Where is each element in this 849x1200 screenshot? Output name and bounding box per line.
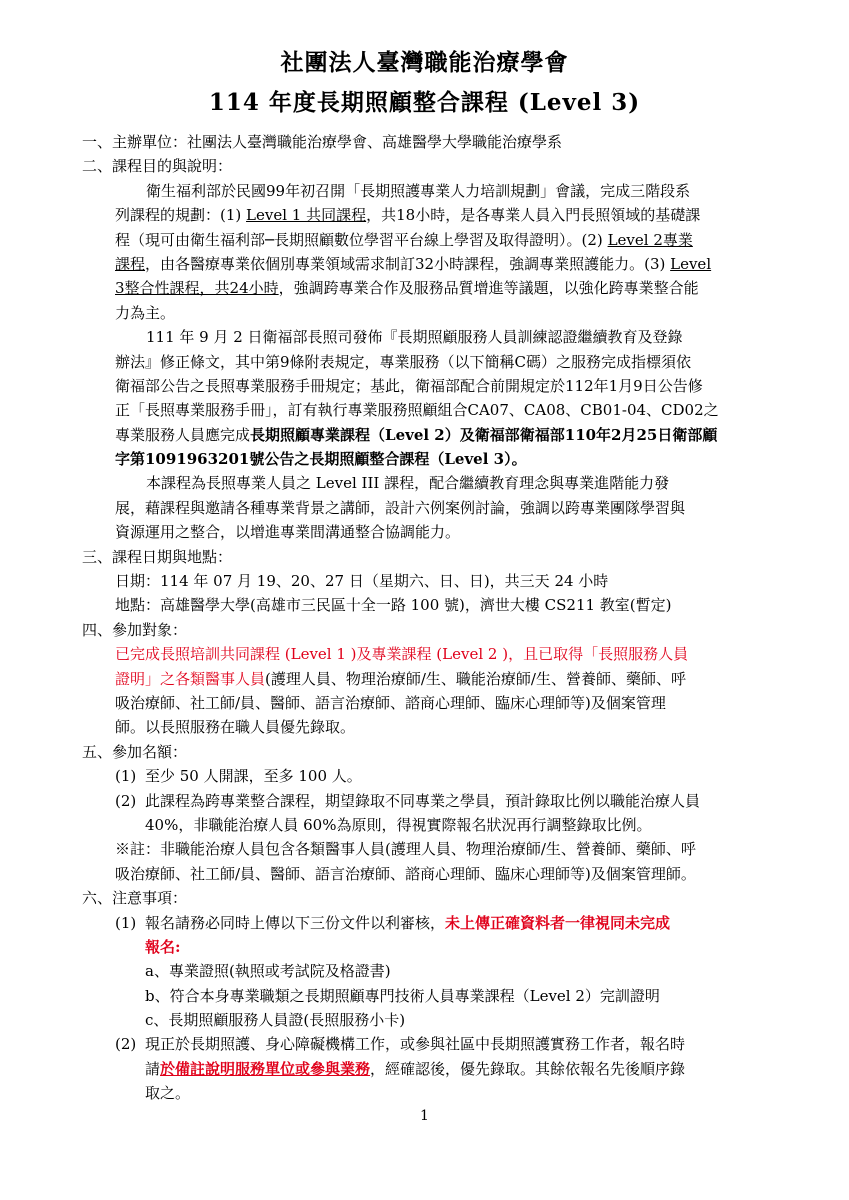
course-place: 地點：高雄醫學大學(高雄市三民區十全一路 100 號)，濟世大樓 CS211 教室(暫定) — [115, 596, 672, 615]
level3-underline: Level — [670, 254, 712, 273]
list-item: (2) 現正於長期照護、身心障礙機構工作，或參與社區中長期照護實務工作者，報名時 — [115, 1035, 686, 1054]
section-quota-heading: 五、參加名額： — [82, 742, 188, 761]
paragraph-line: 本課程為長照專業人員之 Level III 課程，配合繼續教育理念與專業進階能力發 — [146, 474, 670, 493]
list-item: (1) 至少 50 人開課，至多 100 人。 — [115, 767, 362, 786]
paragraph-line: 列課程的規劃：(1) Level 1 共同課程，共18小時，是各專業人員入門長照領域的基礎課 — [115, 206, 701, 225]
paragraph-line: 展，藉課程與邀請各種專業背景之講師，設計六例案例討論，強調以跨專業團隊學習與 — [115, 498, 686, 517]
section-date-heading: 三、課程日期與地點： — [82, 547, 233, 566]
paragraph-line: 40%，非職能治療人員 60%為原則，得視實際報名狀況再行調整錄取比例。 — [145, 815, 652, 834]
paragraph-line: 吸治療師、社工師/員、醫師、語言治療師、諮商心理師、臨床心理師等)及個案管理 — [115, 693, 666, 712]
course-date: 日期：114 年 07 月 19、20、27 日（星期六、日、日)，共三天 24 小時 — [115, 572, 609, 591]
paragraph-line: 力為主。 — [115, 303, 176, 322]
section-participants-heading: 四、參加對象： — [82, 620, 188, 639]
paragraph-line: 請於備註說明服務單位或參與業務，經確認後，優先錄取。其餘依報名先後順序錄 — [145, 1059, 686, 1078]
paragraph-line: 辦法』修正條文，其中第9條附表規定，專業服務（以下簡稱C碼）之服務完成指標須依 — [115, 352, 692, 371]
warning-text: 報名: — [145, 937, 181, 956]
paragraph-line: 證明」之各類醫事人員(護理人員、物理治療師/生、職能治療師/生、營養師、藥師、呼 — [115, 669, 686, 688]
document-body — [82, 130, 772, 1106]
paragraph-line: 正「長照專業服務手冊」，訂有執行專業服務照顧組合CA07、CA08、CB01-04、CD02之 — [115, 401, 719, 420]
bold-announcement: 衛福部衛福部110年2月25日衛部顧 — [474, 425, 718, 444]
section-purpose-heading: 二、課程目的與說明： — [82, 157, 233, 176]
paragraph-line: 資源運用之整合，以增進專業間溝通整合協調能力。 — [115, 523, 461, 542]
list-item: (1) 報名請務必同時上傳以下三份文件以利審核，未上傳正確資料者一律視同未完成 — [115, 913, 671, 932]
section-organizer — [82, 130, 772, 154]
document-item-b: b、符合本身專業職類之長期照顧專門技術人員專業課程（Level 2）完訓證明 — [145, 986, 660, 1005]
warning-text: 未上傳正確資料者一律視同未完成 — [445, 913, 671, 932]
bold-level3: 字第1091963201號公告之長期照顧整合課程（Level 3） — [115, 450, 512, 469]
list-item: (2) 此課程為跨專業整合課程，期望錄取不同專業之學員，預計錄取比例以職能治療人員 — [115, 791, 701, 810]
paragraph-line: 字第1091963201號公告之長期照顧整合課程（Level 3）。 — [115, 450, 527, 469]
note-line: 吸治療師、社工師/員、醫師、語言治療師、諮商心理師、臨床心理師等)及個案管理師。 — [115, 864, 696, 883]
section-notes-heading: 六、注意事項： — [82, 889, 188, 908]
participants-requirement: 已完成長照培訓共同課程 (Level 1 )及專業課程 (Level 2 )，且已取得「長照服務人員 — [115, 645, 689, 664]
course-title: 114 年度長期照顧整合課程 (Level 3) — [208, 89, 641, 116]
organizer-text: 社團法人臺灣職能治療學會、高雄醫學大學職能治療學系 — [187, 133, 563, 151]
section-label: 一、主辦單位： — [82, 133, 188, 151]
paragraph-line: 衛生福利部於民國99年初召開「長期照護專業人力培訓規劃」會議，完成三階段系 — [146, 181, 691, 200]
paragraph-line: 衛福部公告之長照專業服務手冊規定；基此，衛福部配合前開規定於112年1月9日公告修 — [115, 376, 703, 395]
organization-title: 社團法人臺灣職能治療學會 — [280, 49, 569, 76]
document-item-c: c、長期照顧服務人員證(長照服務小卡) — [145, 1011, 406, 1030]
page-number: 1 — [420, 1108, 429, 1124]
level1-underline: Level 1 共同課程 — [246, 206, 367, 225]
level2-underline: Level 2專業 — [607, 230, 693, 249]
paragraph-line: 111 年 9 月 2 日衛福部長照司發佈『長期照顧服務人員訓練認證繼續教育及登錄 — [146, 328, 683, 347]
paragraph-line: 專業服務人員應完成長期照顧專業課程（Level 2）及衛福部衛福部110年2月25日衛部顧 — [115, 425, 718, 444]
paragraph-line: 課程，由各醫療專業依個別專業領域需求制訂32小時課程，強調專業照護能力。(3) Level — [115, 254, 712, 273]
document-item-a: a、專業證照(執照或考試院及格證書) — [145, 962, 391, 981]
paragraph-line: 3整合性課程，共24小時，強調跨專業合作及服務品質增進等議題，以強化跨專業整合能 — [115, 279, 699, 298]
paragraph-line: 程（現可由衛生福利部─長期照顧數位學習平台線上學習及取得證明）。(2) Level 2專業 — [115, 230, 693, 249]
paragraph-line: 取之。 — [145, 1084, 191, 1103]
paragraph-line: 師。以長照服務在職人員優先錄取。 — [115, 718, 356, 737]
note-line: ※註：非職能治療人員包含各類醫事人員(護理人員、物理治療師/生、營養師、藥師、呼 — [115, 840, 696, 859]
bold-level2: 長期照顧專業課程（Level 2） — [250, 425, 460, 444]
priority-note: 於備註說明服務單位或參與業務 — [160, 1059, 371, 1078]
